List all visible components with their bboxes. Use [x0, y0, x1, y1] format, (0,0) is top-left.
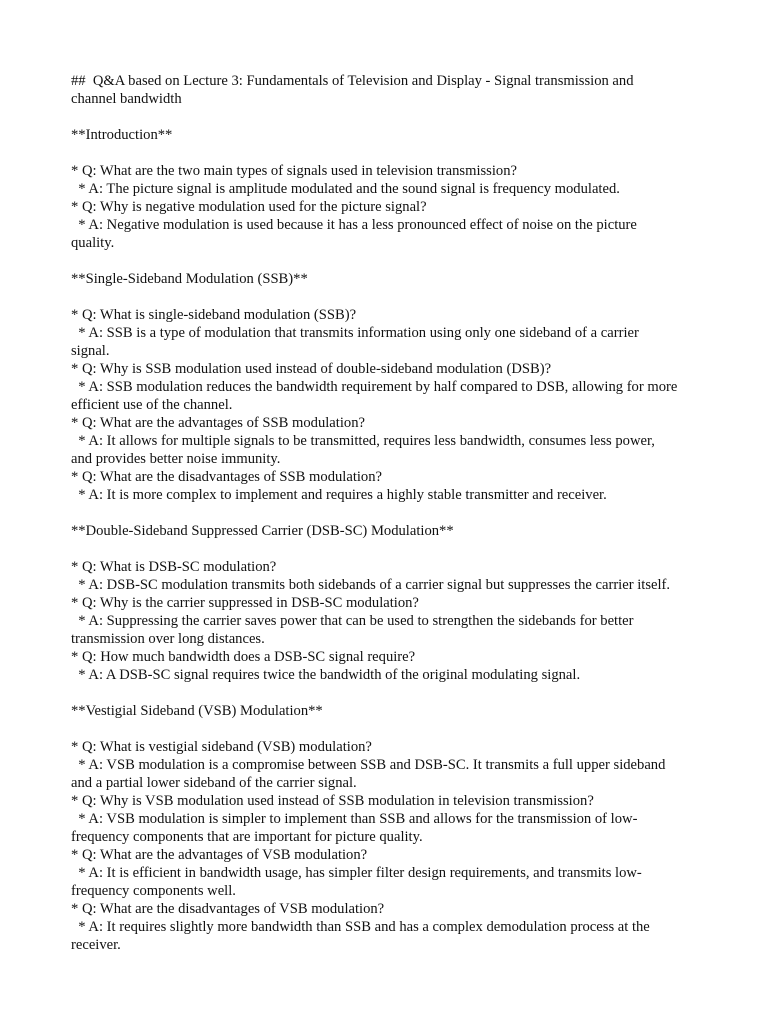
answer-line: * A: Suppressing the carrier saves power that can be used to strengthen the sidebands for better	[71, 613, 634, 629]
answer-line: quality.	[71, 235, 115, 251]
section-heading: **Single-Sideband Modulation (SSB)**	[71, 271, 308, 287]
answer-line: * A: The picture signal is amplitude modulated and the sound signal is frequency modulated.	[71, 181, 620, 197]
section-vsb	[71, 702, 711, 954]
answer-line: * A: It requires slightly more bandwidth than SSB and has a complex demodulation process at the	[71, 919, 650, 935]
answer-line: receiver.	[71, 937, 121, 953]
answer-line: signal.	[71, 343, 110, 359]
question-line: * Q: What are the advantages of SSB modulation?	[71, 415, 365, 431]
answer-line: * A: It allows for multiple signals to be transmitted, requires less bandwidth, consumes less power,	[71, 433, 655, 449]
question-line: * Q: Why is SSB modulation used instead of double-sideband modulation (DSB)?	[71, 361, 552, 377]
spacer	[71, 108, 711, 126]
title-line: channel bandwidth	[71, 91, 182, 107]
question-line: * Q: Why is negative modulation used for the picture signal?	[71, 199, 427, 215]
answer-line: transmission over long distances.	[71, 631, 265, 647]
document-page	[71, 72, 711, 954]
answer-line: * A: VSB modulation is a compromise between SSB and DSB-SC. It transmits a full upper sideband	[71, 757, 666, 773]
answer-line: efficient use of the channel.	[71, 397, 233, 413]
section-heading: **Vestigial Sideband (VSB) Modulation**	[71, 703, 323, 719]
question-line: * Q: Why is the carrier suppressed in DSB-SC modulation?	[71, 595, 419, 611]
section-ssb	[71, 270, 711, 504]
answer-line: * A: It is efficient in bandwidth usage, has simpler filter design requirements, and transmits low-	[71, 865, 642, 881]
answer-line: * A: Negative modulation is used because it has a less pronounced effect of noise on the picture	[71, 217, 637, 233]
answer-line: * A: A DSB-SC signal requires twice the bandwidth of the original modulating signal.	[71, 667, 581, 683]
question-line: * Q: What are the advantages of VSB modulation?	[71, 847, 368, 863]
spacer	[71, 144, 711, 162]
spacer	[71, 288, 711, 306]
spacer	[71, 252, 711, 270]
answer-line: and a partial lower sideband of the carrier signal.	[71, 775, 357, 791]
answer-line: * A: It is more complex to implement and requires a highly stable transmitter and receiver.	[71, 487, 607, 503]
answer-line: and provides better noise immunity.	[71, 451, 281, 467]
answer-line: frequency components that are important for picture quality.	[71, 829, 423, 845]
section-heading: **Introduction**	[71, 127, 173, 143]
answer-line: * A: DSB-SC modulation transmits both sidebands of a carrier signal but suppresses the carrier itself.	[71, 577, 671, 593]
section-dsb-sc	[71, 522, 711, 684]
question-line: * Q: Why is VSB modulation used instead of SSB modulation in television transmission?	[71, 793, 594, 809]
question-line: * Q: What is DSB-SC modulation?	[71, 559, 277, 575]
question-line: * Q: What is vestigial sideband (VSB) modulation?	[71, 739, 372, 755]
answer-line: * A: VSB modulation is simpler to implement than SSB and allows for the transmission of low-	[71, 811, 638, 827]
spacer	[71, 504, 711, 522]
spacer	[71, 540, 711, 558]
section-heading: **Double-Sideband Suppressed Carrier (DSB-SC) Modulation**	[71, 523, 454, 539]
question-line: * Q: What is single-sideband modulation (SSB)?	[71, 307, 357, 323]
spacer	[71, 684, 711, 702]
question-line: * Q: What are the disadvantages of SSB modulation?	[71, 469, 383, 485]
answer-line: frequency components well.	[71, 883, 236, 899]
section-introduction	[71, 126, 711, 252]
title-line: ## Q&A based on Lecture 3: Fundamentals of Television and Display - Signal transmission and	[71, 73, 634, 89]
answer-line: * A: SSB is a type of modulation that transmits information using only one sideband of a carrier	[71, 325, 639, 341]
question-line: * Q: What are the disadvantages of VSB modulation?	[71, 901, 385, 917]
spacer	[71, 720, 711, 738]
question-line: * Q: How much bandwidth does a DSB-SC signal require?	[71, 649, 416, 665]
answer-line: * A: SSB modulation reduces the bandwidth requirement by half compared to DSB, allowing for more	[71, 379, 678, 395]
question-line: * Q: What are the two main types of signals used in television transmission?	[71, 163, 517, 179]
document-title	[71, 72, 711, 108]
